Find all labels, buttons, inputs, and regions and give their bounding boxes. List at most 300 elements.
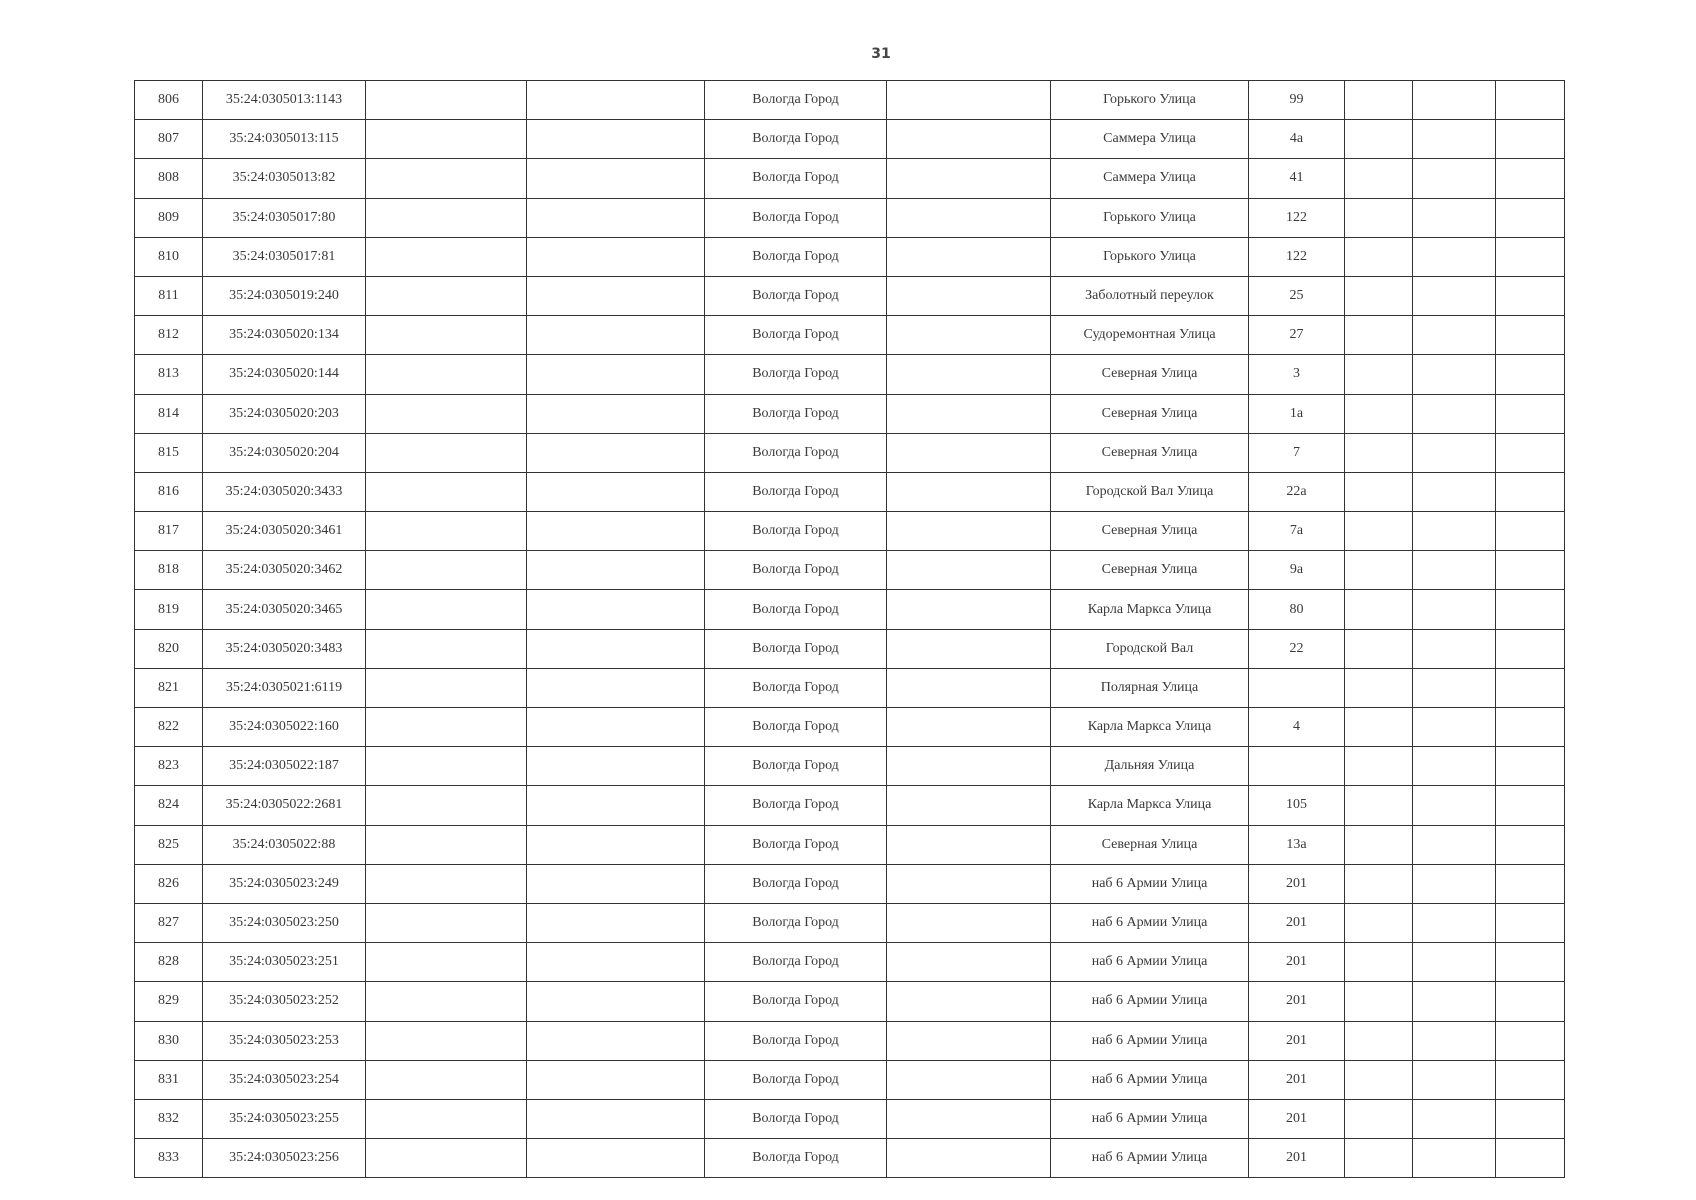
street-cell: Карла Маркса Улица	[1051, 708, 1249, 747]
row-number-cell: 812	[135, 316, 203, 355]
street-cell: наб 6 Армии Улица	[1051, 864, 1249, 903]
empty-cell	[1413, 433, 1496, 472]
empty-cell	[887, 1060, 1051, 1099]
row-number-cell: 822	[135, 708, 203, 747]
empty-cell	[366, 590, 527, 629]
settlement-cell: Вологда Город	[705, 512, 887, 551]
street-cell: Северная Улица	[1051, 551, 1249, 590]
empty-cell	[1413, 786, 1496, 825]
empty-cell	[1345, 120, 1413, 159]
house-number-cell: 3	[1249, 355, 1345, 394]
empty-cell	[1345, 198, 1413, 237]
empty-cell	[1413, 316, 1496, 355]
settlement-cell: Вологда Город	[705, 81, 887, 120]
house-number-cell: 25	[1249, 276, 1345, 315]
empty-cell	[366, 903, 527, 942]
settlement-cell: Вологда Город	[705, 590, 887, 629]
house-number-cell	[1249, 668, 1345, 707]
empty-cell	[1496, 1099, 1565, 1138]
empty-cell	[1345, 668, 1413, 707]
house-number-cell: 201	[1249, 1060, 1345, 1099]
cadastral-number-cell: 35:24:0305020:3465	[203, 590, 366, 629]
table-row	[135, 943, 1565, 982]
empty-cell	[887, 747, 1051, 786]
street-cell: Северная Улица	[1051, 394, 1249, 433]
table-row	[135, 708, 1565, 747]
empty-cell	[1413, 81, 1496, 120]
table-row	[135, 825, 1565, 864]
empty-cell	[527, 316, 705, 355]
house-number-cell: 7а	[1249, 512, 1345, 551]
empty-cell	[1496, 159, 1565, 198]
cadastral-number-cell: 35:24:0305022:160	[203, 708, 366, 747]
house-number-cell: 80	[1249, 590, 1345, 629]
empty-cell	[366, 433, 527, 472]
cadastral-number-cell: 35:24:0305023:256	[203, 1139, 366, 1178]
house-number-cell: 122	[1249, 237, 1345, 276]
row-number-cell: 833	[135, 1139, 203, 1178]
empty-cell	[527, 1099, 705, 1138]
table-row	[135, 394, 1565, 433]
empty-cell	[366, 943, 527, 982]
empty-cell	[1496, 590, 1565, 629]
cadastral-number-cell: 35:24:0305020:3433	[203, 472, 366, 511]
street-cell: Городской Вал	[1051, 629, 1249, 668]
street-cell: наб 6 Армии Улица	[1051, 1139, 1249, 1178]
empty-cell	[366, 825, 527, 864]
row-number-cell: 814	[135, 394, 203, 433]
table-row	[135, 590, 1565, 629]
street-cell: наб 6 Армии Улица	[1051, 903, 1249, 942]
house-number-cell: 27	[1249, 316, 1345, 355]
empty-cell	[1413, 825, 1496, 864]
empty-cell	[1496, 433, 1565, 472]
empty-cell	[1413, 198, 1496, 237]
empty-cell	[527, 825, 705, 864]
street-cell: Горького Улица	[1051, 198, 1249, 237]
empty-cell	[366, 708, 527, 747]
table-row	[135, 786, 1565, 825]
empty-cell	[1345, 629, 1413, 668]
empty-cell	[1345, 237, 1413, 276]
settlement-cell: Вологда Город	[705, 394, 887, 433]
empty-cell	[1413, 668, 1496, 707]
settlement-cell: Вологда Город	[705, 747, 887, 786]
house-number-cell: 201	[1249, 1021, 1345, 1060]
street-cell: наб 6 Армии Улица	[1051, 943, 1249, 982]
empty-cell	[366, 316, 527, 355]
settlement-cell: Вологда Город	[705, 864, 887, 903]
street-cell: Судоремонтная Улица	[1051, 316, 1249, 355]
street-cell: Горького Улица	[1051, 81, 1249, 120]
row-number-cell: 820	[135, 629, 203, 668]
empty-cell	[887, 159, 1051, 198]
table-row	[135, 1060, 1565, 1099]
cadastral-number-cell: 35:24:0305020:203	[203, 394, 366, 433]
table-row	[135, 903, 1565, 942]
settlement-cell: Вологда Город	[705, 708, 887, 747]
empty-cell	[1496, 668, 1565, 707]
table-row	[135, 864, 1565, 903]
street-cell: Заболотный переулок	[1051, 276, 1249, 315]
empty-cell	[527, 120, 705, 159]
empty-cell	[1345, 825, 1413, 864]
row-number-cell: 808	[135, 159, 203, 198]
street-cell: наб 6 Армии Улица	[1051, 1099, 1249, 1138]
empty-cell	[887, 237, 1051, 276]
empty-cell	[366, 1021, 527, 1060]
empty-cell	[1496, 472, 1565, 511]
empty-cell	[887, 551, 1051, 590]
table-row	[135, 982, 1565, 1021]
cadastral-number-cell: 35:24:0305023:250	[203, 903, 366, 942]
table-row	[135, 120, 1565, 159]
row-number-cell: 821	[135, 668, 203, 707]
cadastral-number-cell: 35:24:0305023:255	[203, 1099, 366, 1138]
house-number-cell: 105	[1249, 786, 1345, 825]
settlement-cell: Вологда Город	[705, 1060, 887, 1099]
street-cell: Северная Улица	[1051, 512, 1249, 551]
empty-cell	[1496, 237, 1565, 276]
empty-cell	[366, 668, 527, 707]
empty-cell	[527, 982, 705, 1021]
empty-cell	[1345, 1021, 1413, 1060]
table-row	[135, 355, 1565, 394]
row-number-cell: 826	[135, 864, 203, 903]
empty-cell	[527, 472, 705, 511]
table-row	[135, 1099, 1565, 1138]
row-number-cell: 817	[135, 512, 203, 551]
empty-cell	[1413, 472, 1496, 511]
settlement-cell: Вологда Город	[705, 1021, 887, 1060]
empty-cell	[1496, 1139, 1565, 1178]
empty-cell	[527, 903, 705, 942]
settlement-cell: Вологда Город	[705, 355, 887, 394]
empty-cell	[1345, 355, 1413, 394]
empty-cell	[887, 982, 1051, 1021]
row-number-cell: 824	[135, 786, 203, 825]
table-row	[135, 512, 1565, 551]
empty-cell	[366, 982, 527, 1021]
house-number-cell: 7	[1249, 433, 1345, 472]
empty-cell	[1345, 316, 1413, 355]
empty-cell	[1413, 1099, 1496, 1138]
street-cell: Полярная Улица	[1051, 668, 1249, 707]
empty-cell	[887, 512, 1051, 551]
street-cell: Карла Маркса Улица	[1051, 590, 1249, 629]
empty-cell	[1413, 864, 1496, 903]
empty-cell	[1496, 120, 1565, 159]
cadastral-number-cell: 35:24:0305017:81	[203, 237, 366, 276]
row-number-cell: 831	[135, 1060, 203, 1099]
settlement-cell: Вологда Город	[705, 316, 887, 355]
empty-cell	[527, 433, 705, 472]
empty-cell	[1496, 747, 1565, 786]
empty-cell	[527, 81, 705, 120]
row-number-cell: 828	[135, 943, 203, 982]
house-number-cell: 22а	[1249, 472, 1345, 511]
house-number-cell: 201	[1249, 1099, 1345, 1138]
house-number-cell: 201	[1249, 1139, 1345, 1178]
row-number-cell: 809	[135, 198, 203, 237]
table-row	[135, 237, 1565, 276]
settlement-cell: Вологда Город	[705, 159, 887, 198]
empty-cell	[887, 786, 1051, 825]
cadastral-number-cell: 35:24:0305020:204	[203, 433, 366, 472]
empty-cell	[527, 237, 705, 276]
empty-cell	[366, 747, 527, 786]
row-number-cell: 813	[135, 355, 203, 394]
settlement-cell: Вологда Город	[705, 433, 887, 472]
empty-cell	[366, 237, 527, 276]
settlement-cell: Вологда Город	[705, 1099, 887, 1138]
street-cell: Дальняя Улица	[1051, 747, 1249, 786]
empty-cell	[887, 81, 1051, 120]
row-number-cell: 806	[135, 81, 203, 120]
empty-cell	[1345, 747, 1413, 786]
empty-cell	[1496, 1060, 1565, 1099]
empty-cell	[1345, 982, 1413, 1021]
empty-cell	[1496, 982, 1565, 1021]
empty-cell	[887, 316, 1051, 355]
settlement-cell: Вологда Город	[705, 629, 887, 668]
row-number-cell: 807	[135, 120, 203, 159]
empty-cell	[527, 1021, 705, 1060]
empty-cell	[366, 198, 527, 237]
empty-cell	[887, 903, 1051, 942]
empty-cell	[527, 276, 705, 315]
empty-cell	[1345, 708, 1413, 747]
row-number-cell: 825	[135, 825, 203, 864]
house-number-cell: 41	[1249, 159, 1345, 198]
table-row	[135, 316, 1565, 355]
empty-cell	[1345, 590, 1413, 629]
empty-cell	[366, 1060, 527, 1099]
settlement-cell: Вологда Город	[705, 1139, 887, 1178]
empty-cell	[1345, 276, 1413, 315]
empty-cell	[1413, 1139, 1496, 1178]
empty-cell	[1413, 355, 1496, 394]
empty-cell	[1496, 1021, 1565, 1060]
empty-cell	[1345, 472, 1413, 511]
empty-cell	[366, 512, 527, 551]
empty-cell	[366, 120, 527, 159]
settlement-cell: Вологда Город	[705, 825, 887, 864]
cadastral-number-cell: 35:24:0305020:144	[203, 355, 366, 394]
empty-cell	[887, 1139, 1051, 1178]
row-number-cell: 811	[135, 276, 203, 315]
empty-cell	[1496, 316, 1565, 355]
page-number: 31	[871, 46, 891, 62]
empty-cell	[1496, 81, 1565, 120]
empty-cell	[1345, 903, 1413, 942]
empty-cell	[887, 825, 1051, 864]
empty-cell	[887, 276, 1051, 315]
cadastral-number-cell: 35:24:0305019:240	[203, 276, 366, 315]
empty-cell	[1413, 512, 1496, 551]
empty-cell	[887, 708, 1051, 747]
empty-cell	[527, 551, 705, 590]
street-cell: Саммера Улица	[1051, 159, 1249, 198]
empty-cell	[527, 1060, 705, 1099]
cadastral-number-cell: 35:24:0305017:80	[203, 198, 366, 237]
street-cell: Карла Маркса Улица	[1051, 786, 1249, 825]
empty-cell	[366, 472, 527, 511]
cadastral-number-cell: 35:24:0305022:88	[203, 825, 366, 864]
settlement-cell: Вологда Город	[705, 472, 887, 511]
empty-cell	[527, 590, 705, 629]
row-number-cell: 829	[135, 982, 203, 1021]
empty-cell	[527, 159, 705, 198]
row-number-cell: 823	[135, 747, 203, 786]
empty-cell	[366, 1139, 527, 1178]
empty-cell	[1496, 355, 1565, 394]
empty-cell	[1345, 1060, 1413, 1099]
empty-cell	[1345, 1139, 1413, 1178]
cadastral-number-cell: 35:24:0305013:1143	[203, 81, 366, 120]
cadastral-number-cell: 35:24:0305020:3462	[203, 551, 366, 590]
settlement-cell: Вологда Город	[705, 237, 887, 276]
empty-cell	[366, 394, 527, 433]
house-number-cell: 9а	[1249, 551, 1345, 590]
cadastral-number-cell: 35:24:0305023:249	[203, 864, 366, 903]
house-number-cell: 122	[1249, 198, 1345, 237]
empty-cell	[887, 864, 1051, 903]
cadastral-number-cell: 35:24:0305020:3483	[203, 629, 366, 668]
empty-cell	[1413, 747, 1496, 786]
empty-cell	[1413, 943, 1496, 982]
house-number-cell: 201	[1249, 982, 1345, 1021]
settlement-cell: Вологда Город	[705, 903, 887, 942]
settlement-cell: Вологда Город	[705, 198, 887, 237]
table-body	[135, 81, 1565, 1178]
empty-cell	[1345, 786, 1413, 825]
settlement-cell: Вологда Город	[705, 668, 887, 707]
house-number-cell: 201	[1249, 903, 1345, 942]
settlement-cell: Вологда Город	[705, 786, 887, 825]
row-number-cell: 819	[135, 590, 203, 629]
table-row	[135, 1021, 1565, 1060]
empty-cell	[366, 355, 527, 394]
street-cell: наб 6 Армии Улица	[1051, 1021, 1249, 1060]
empty-cell	[1413, 237, 1496, 276]
house-number-cell: 1а	[1249, 394, 1345, 433]
cadastral-number-cell: 35:24:0305021:6119	[203, 668, 366, 707]
house-number-cell: 22	[1249, 629, 1345, 668]
empty-cell	[1413, 551, 1496, 590]
empty-cell	[1496, 903, 1565, 942]
row-number-cell: 818	[135, 551, 203, 590]
cadastral-number-cell: 35:24:0305013:115	[203, 120, 366, 159]
street-cell: Северная Улица	[1051, 355, 1249, 394]
street-cell: Саммера Улица	[1051, 120, 1249, 159]
table-row	[135, 551, 1565, 590]
empty-cell	[1413, 1021, 1496, 1060]
empty-cell	[1345, 159, 1413, 198]
settlement-cell: Вологда Город	[705, 943, 887, 982]
empty-cell	[527, 355, 705, 394]
house-number-cell: 4а	[1249, 120, 1345, 159]
street-cell: Городской Вал Улица	[1051, 472, 1249, 511]
street-cell: Северная Улица	[1051, 825, 1249, 864]
empty-cell	[1413, 590, 1496, 629]
street-cell: наб 6 Армии Улица	[1051, 982, 1249, 1021]
empty-cell	[1413, 708, 1496, 747]
empty-cell	[887, 629, 1051, 668]
empty-cell	[366, 786, 527, 825]
house-number-cell: 201	[1249, 864, 1345, 903]
table-row	[135, 1139, 1565, 1178]
empty-cell	[887, 668, 1051, 707]
table-row	[135, 668, 1565, 707]
cadastral-number-cell: 35:24:0305023:253	[203, 1021, 366, 1060]
empty-cell	[527, 668, 705, 707]
empty-cell	[1413, 982, 1496, 1021]
empty-cell	[1413, 903, 1496, 942]
empty-cell	[1496, 864, 1565, 903]
empty-cell	[1345, 943, 1413, 982]
empty-cell	[1496, 825, 1565, 864]
empty-cell	[527, 394, 705, 433]
row-number-cell: 815	[135, 433, 203, 472]
house-number-cell: 99	[1249, 81, 1345, 120]
empty-cell	[1496, 276, 1565, 315]
table-row	[135, 747, 1565, 786]
table-row	[135, 472, 1565, 511]
empty-cell	[527, 512, 705, 551]
empty-cell	[887, 355, 1051, 394]
empty-cell	[1496, 629, 1565, 668]
street-cell: наб 6 Армии Улица	[1051, 1060, 1249, 1099]
table-row	[135, 198, 1565, 237]
empty-cell	[1496, 512, 1565, 551]
empty-cell	[887, 1021, 1051, 1060]
empty-cell	[527, 629, 705, 668]
registry-table	[134, 80, 1565, 1178]
empty-cell	[527, 747, 705, 786]
empty-cell	[887, 943, 1051, 982]
empty-cell	[366, 276, 527, 315]
table-row	[135, 159, 1565, 198]
empty-cell	[1413, 394, 1496, 433]
table-row	[135, 81, 1565, 120]
table-row	[135, 433, 1565, 472]
empty-cell	[366, 864, 527, 903]
empty-cell	[366, 551, 527, 590]
empty-cell	[366, 81, 527, 120]
empty-cell	[527, 864, 705, 903]
row-number-cell: 830	[135, 1021, 203, 1060]
empty-cell	[1345, 864, 1413, 903]
cadastral-number-cell: 35:24:0305013:82	[203, 159, 366, 198]
cadastral-number-cell: 35:24:0305023:252	[203, 982, 366, 1021]
empty-cell	[887, 394, 1051, 433]
cadastral-number-cell: 35:24:0305023:251	[203, 943, 366, 982]
empty-cell	[1345, 394, 1413, 433]
table-row	[135, 629, 1565, 668]
empty-cell	[1413, 629, 1496, 668]
house-number-cell: 4	[1249, 708, 1345, 747]
house-number-cell: 13а	[1249, 825, 1345, 864]
row-number-cell: 816	[135, 472, 203, 511]
settlement-cell: Вологда Город	[705, 551, 887, 590]
empty-cell	[1413, 276, 1496, 315]
cadastral-number-cell: 35:24:0305023:254	[203, 1060, 366, 1099]
row-number-cell: 832	[135, 1099, 203, 1138]
empty-cell	[527, 943, 705, 982]
street-cell: Северная Улица	[1051, 433, 1249, 472]
empty-cell	[1496, 394, 1565, 433]
